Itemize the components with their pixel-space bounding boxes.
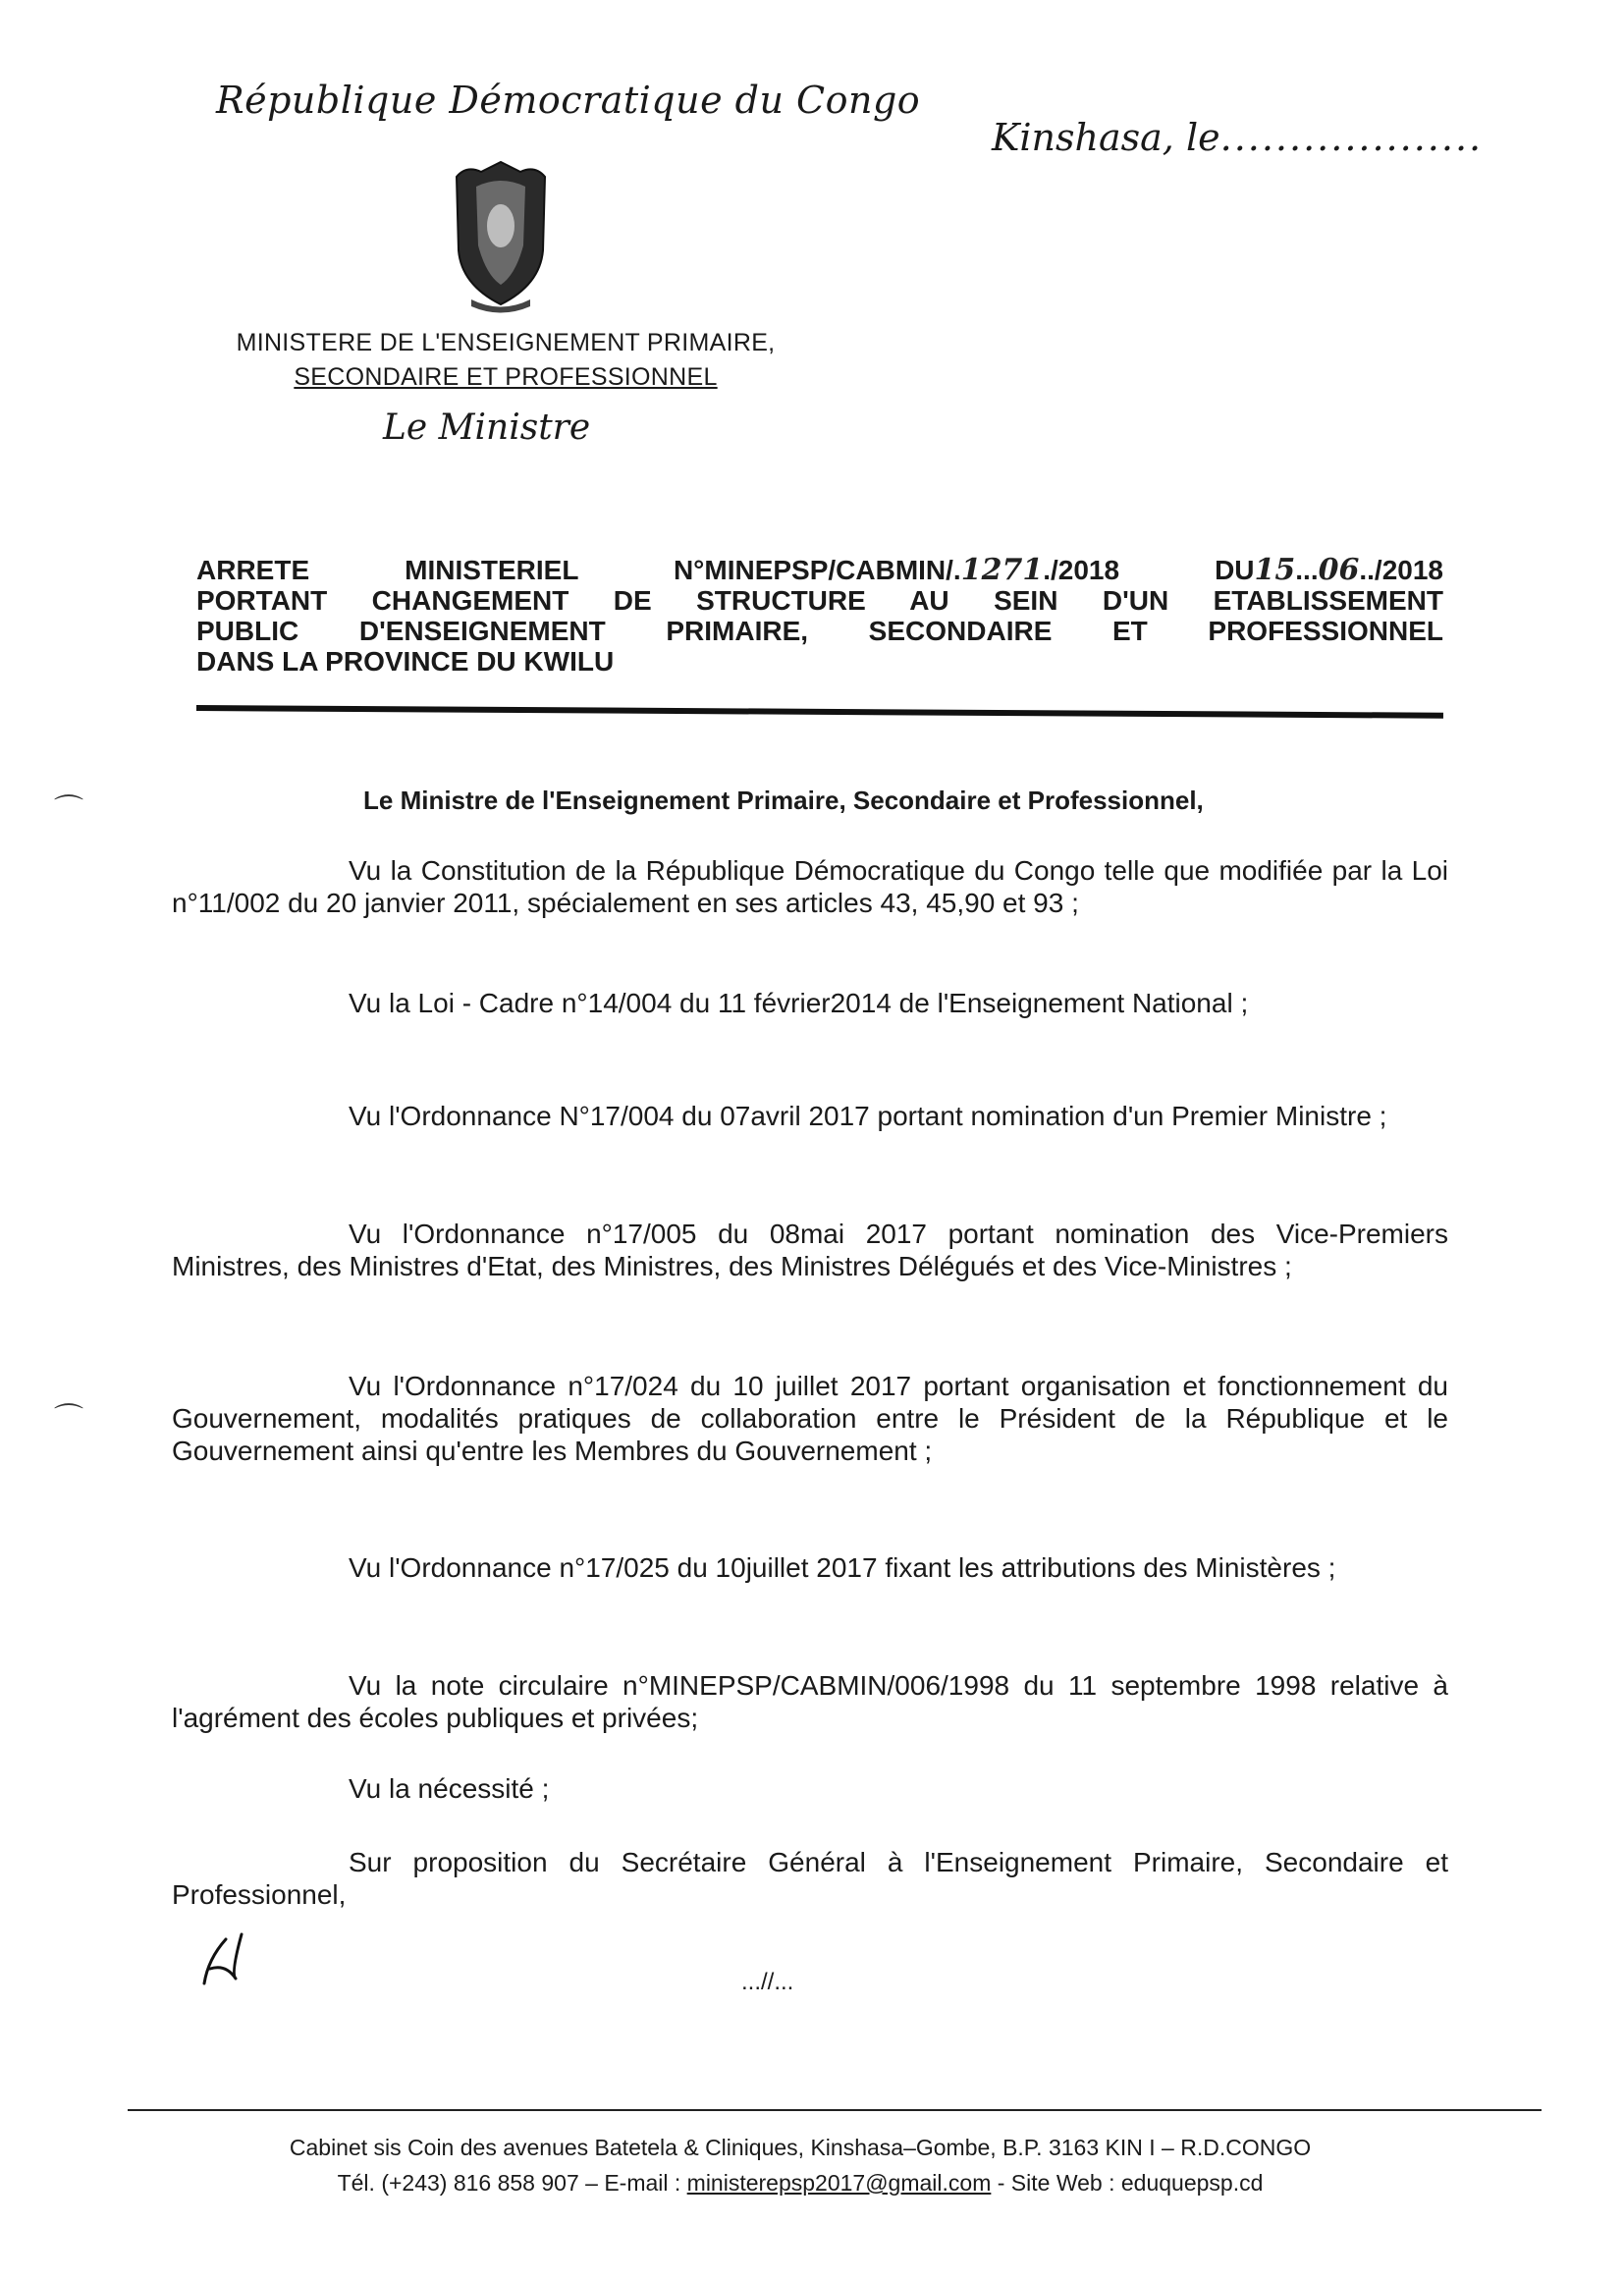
margin-mark-icon: ⌒ (54, 1403, 83, 1436)
decree-title-line2: PORTANT CHANGEMENT DE STRUCTURE AU SEIN D'UN ETABLISSEMENT (196, 585, 1443, 616)
consideration-ordonnance-17-025: Vu l'Ordonnance n°17/025 du 10juillet 2017 fixant les attributions des Ministères ; (349, 1552, 1336, 1583)
decree-title-line3: PUBLIC D'ENSEIGNEMENT PRIMAIRE, SECONDAIRE ET PROFESSIONNEL (196, 616, 1443, 646)
consideration-necessite: Vu la nécessité ; (349, 1773, 550, 1804)
footer-rule (128, 2109, 1542, 2111)
coat-of-arms-icon (447, 157, 555, 314)
handwritten-day: 15 (1254, 553, 1296, 587)
decree-title-line4: DANS LA PROVINCE DU KWILU (196, 646, 615, 677)
place-date-dots: ................... (1219, 116, 1484, 159)
footer-address: Cabinet sis Coin des avenues Batetela & Cliniques, Kinshasa–Gombe, B.P. 3163 KIN I – R.D.CONGO (289, 2135, 1312, 2160)
handwritten-month: 06 (1318, 553, 1360, 587)
consideration-loi-cadre: Vu la Loi - Cadre n°14/004 du 11 février2014 de l'Enseignement National ; (349, 988, 1249, 1018)
footer-contact: Tél. (+243) 816 858 907 – E-mail : ministerepsp2017@gmail.com - Site Web : eduquepsp.cd (337, 2170, 1264, 2196)
decree-title (196, 555, 1443, 677)
place-date-line (992, 116, 1483, 159)
decree-title-line1: ARRETE MINISTERIEL N°MINEPSP/CABMIN/.1271./2018 DU15...06../2018 (196, 553, 1443, 587)
footer-email-link[interactable]: ministerepsp2017@gmail.com (686, 2170, 992, 2196)
ministry-name-line2: SECONDAIRE ET PROFESSIONNEL (294, 363, 718, 391)
consideration-ordonnance-17-005: Vu l'Ordonnance n°17/005 du 08mai 2017 portant nomination des Vice-Premiers Ministres, des Ministres d'Etat, des Ministres, des Ministres Délégués et des Vice-Ministres ; (172, 1219, 1448, 1281)
consideration-note-circulaire: Vu la note circulaire n°MINEPSP/CABMIN/006/1998 du 11 septembre 1998 relative à l'agrément des écoles publiques et privées; (172, 1670, 1448, 1733)
consideration-constitution: Vu la Constitution de la République Démocratique du Congo telle que modifiée par la Loi n°11/002 du 20 janvier 2011, spécialement en ses articles 43, 45,90 et 93 ; (172, 855, 1448, 918)
minister-heading: Le Ministre de l'Enseignement Primaire, Secondaire et Professionnel, (363, 786, 1204, 815)
handwritten-initial-icon (196, 1929, 245, 1988)
title-underline (196, 705, 1443, 719)
consideration-ordonnance-17-024: Vu l'Ordonnance n°17/024 du 10 juillet 2017 portant organisation et fonctionnement du Gouvernement, modalités pratiques de collaboration entre le Président de la République et le Gouvernement ainsi qu'entre les Membres du Gouvernement ; (172, 1371, 1448, 1466)
le-ministre-heading: Le Ministre (383, 407, 591, 448)
republic-heading: République Démocratique du Congo (216, 79, 921, 122)
consideration-proposition: Sur proposition du Secrétaire Général à l'Enseignement Primaire, Secondaire et Professionnel, (172, 1847, 1448, 1910)
handwritten-decree-number: 1271 (960, 553, 1044, 587)
continuation-mark: ...//... (741, 1969, 794, 1995)
consideration-ordonnance-17-004: Vu l'Ordonnance N°17/004 du 07avril 2017 portant nomination d'un Premier Ministre ; (349, 1101, 1387, 1131)
ministry-name-line1: MINISTERE DE L'ENSEIGNEMENT PRIMAIRE, (236, 329, 776, 356)
place-date-label: Kinshasa, le (992, 116, 1220, 159)
margin-mark-icon: ⌒ (54, 794, 83, 827)
